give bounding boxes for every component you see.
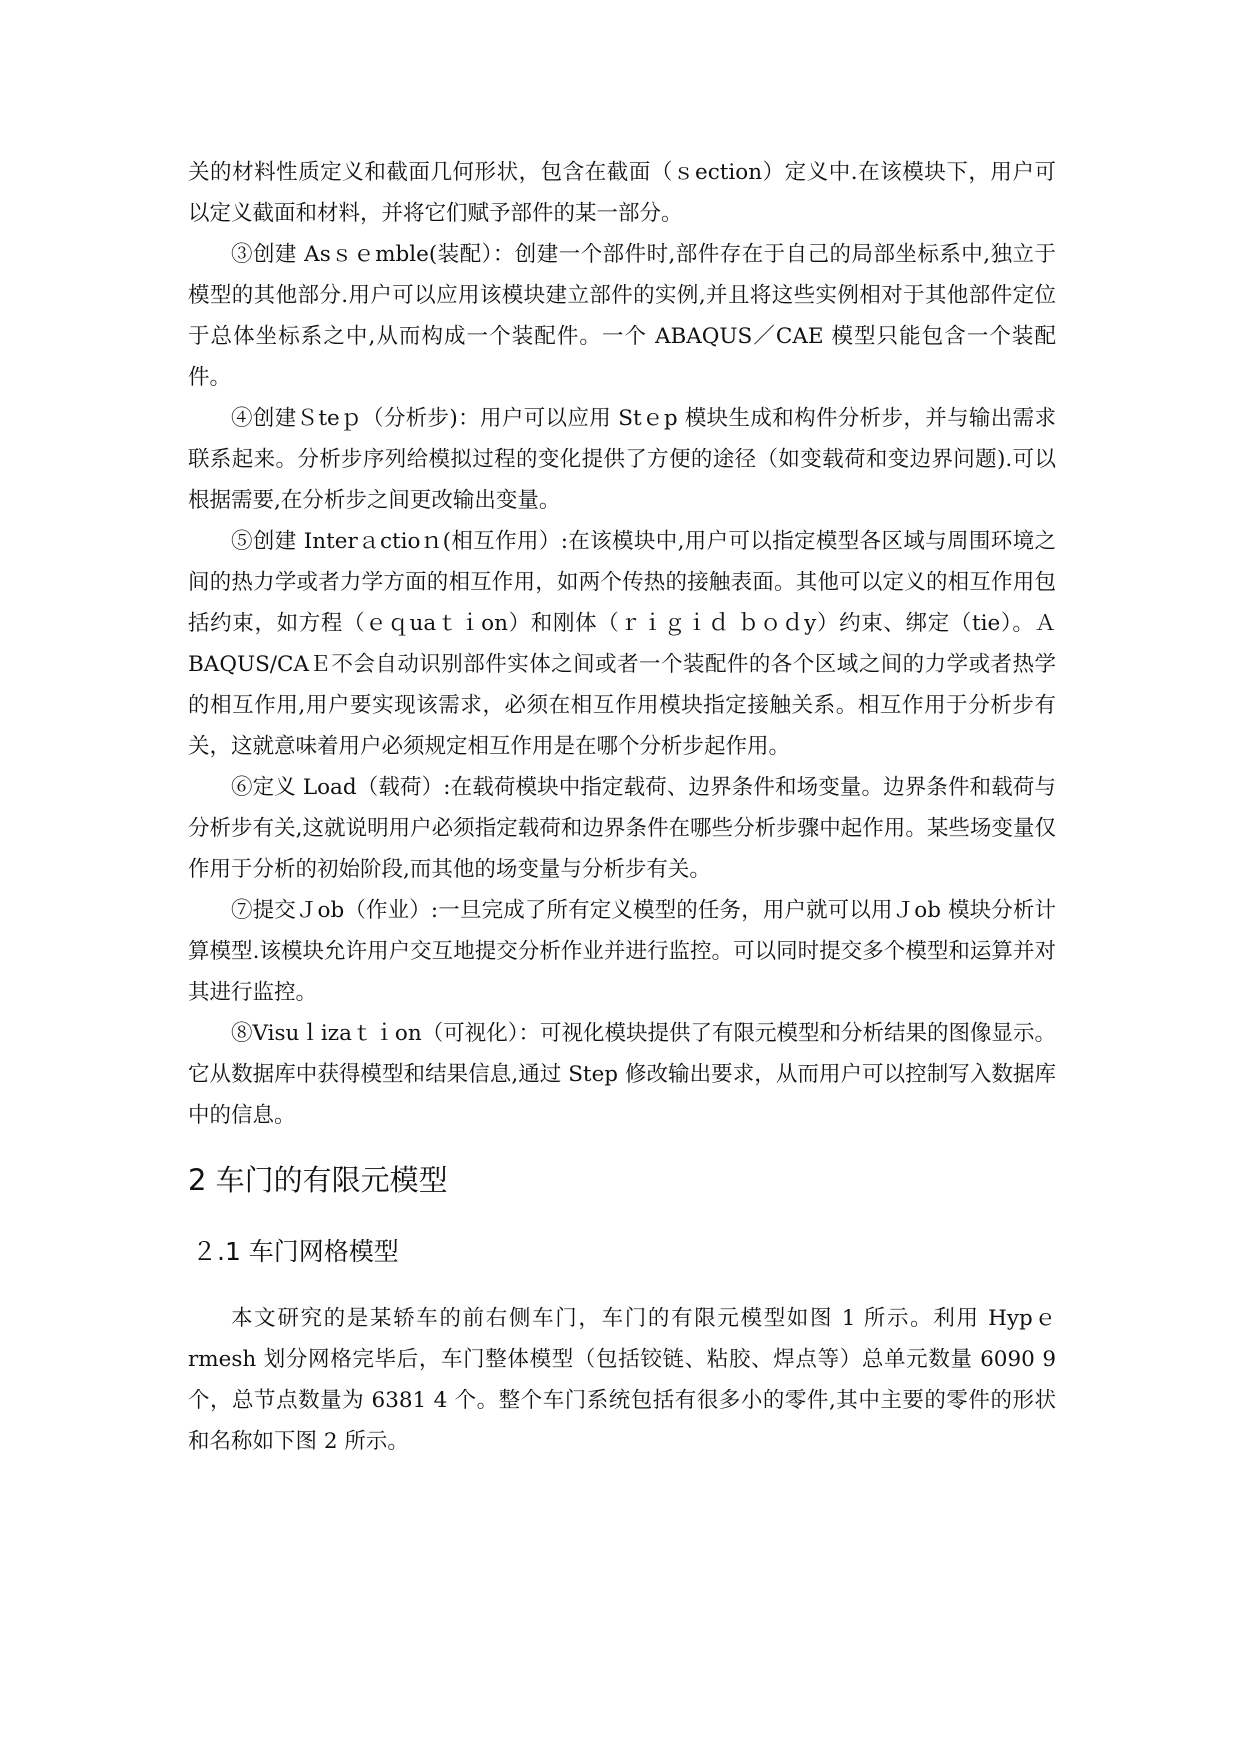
- paragraph-step: ④创建Ｓteｐ（分析步)：用户可以应用 Stｅp 模块生成和构件分析步，并与输出需求联系起来。分析步序列给模拟过程的变化提供了方便的途径（如变载荷和变边界问题).可以根据需要,在分析步之间更改输出变量。: [188, 406, 1056, 513]
- paragraph-load: ⑥定义 Load（载荷）:在载荷模块中指定载荷、边界条件和场变量。边界条件和载荷与分析步有关,这就说明用户必须指定载荷和边界条件在哪些分析步骤中起作用。某些场变量仅作用于分析的初始阶段,而其他的场变量与分析步有关。: [188, 775, 1056, 882]
- subsection-heading: ２.1 车门网格模型: [192, 1237, 399, 1266]
- paragraph-interaction: ⑤创建 Interａctioｎ(相互作用）:在该模块中,用户可以指定模型各区域与周围环境之间的热力学或者力学方面的相互作用，如两个传热的接触表面。其他可以定义的相互作用包括约束，如方程（ｅｑuaｔｉon）和刚体（ｒｉｇｉｄ ｂｏｄy）约束、绑定（tie）。ＡBAQUS/CAＥ不会自动识别部件实体之间或者一个装配件的各个区域之间的力学或者热学的相互作用,用户要实现该需求，必须在相互作用模块指定接触关系。相互作用于分析步有关，这就意味着用户必须规定相互作用是在哪个分析步起作用。: [188, 529, 1056, 759]
- page-content: [188, 152, 1056, 1462]
- paragraph-section-definition: 关的材料性质定义和截面几何形状，包含在截面（ｓection）定义中.在该模块下，用户可以定义截面和材料，并将它们赋予部件的某一部分。: [188, 160, 1056, 226]
- paragraph-assemble: ③创建 Asｓｅmble(装配）：创建一个部件时,部件存在于自己的局部坐标系中,独立于模型的其他部分.用户可以应用该模块建立部件的实例,并且将这些实例相对于其他部件定位于总体坐标系之中,从而构成一个装配件。一个 ABAQUS／CAE 模型只能包含一个装配件。: [188, 242, 1056, 390]
- paragraph-door-model: 本文研究的是某轿车的前右侧车门，车门的有限元模型如图 1 所示。利用 Hypｅrmesh 划分网格完毕后，车门整体模型（包括铰链、粘胶、焊点等）总单元数量 6090 9 个，总节点数量为 6381 4 个。整个车门系统包括有很多小的零件,其中主要的零件的形状和名称如下图 2 所示。: [188, 1306, 1056, 1454]
- paragraph-visualization: ⑧Visuｌizaｔｉon（可视化）：可视化模块提供了有限元模型和分析结果的图像显示。它从数据库中获得模型和结果信息,通过 Step 修改输出要求，从而用户可以控制写入数据库中的信息。: [188, 1021, 1056, 1128]
- paragraph-job: ⑦提交Ｊob（作业）:一旦完成了所有定义模型的任务，用户就可以用Ｊob 模块分析计算模型.该模块允许用户交互地提交分析作业并进行监控。可以同时提交多个模型和运算并对其进行监控。: [188, 898, 1056, 1005]
- section-heading: 2 车门的有限元模型: [188, 1163, 448, 1197]
